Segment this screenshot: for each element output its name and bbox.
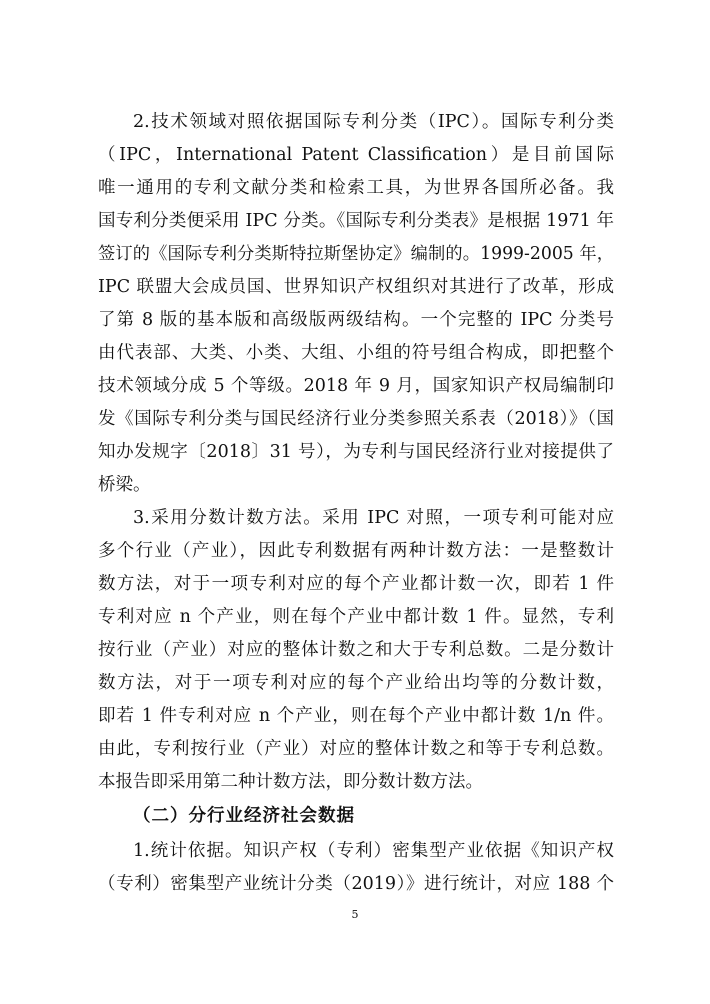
paragraph-ipc-line: IPC 联盟大会成员国、世界知识产权组织对其进行了改革，形成	[98, 277, 614, 297]
paragraph-ipc-line: （IPC，International Patent Classification）是目前国际	[98, 145, 614, 165]
paragraph-counting-line: 数方法，对于一项专利对应的每个产业都计数一次，即若 1 件	[98, 574, 614, 594]
paragraph-counting-line: 按行业（产业）对应的整体计数之和大于专利总数。二是分数计	[98, 640, 614, 660]
page-number: 5	[351, 908, 359, 921]
paragraph-counting-line: 数方法，对于一项专利对应的每个产业给出均等的分数计数，	[98, 673, 614, 693]
paragraph-ipc-line: 由代表部、大类、小类、大组、小组的符号组合构成，即把整个	[98, 343, 614, 363]
paragraph-ipc-line: 桥梁。	[98, 475, 151, 495]
paragraph-counting-line: 多个行业（产业），因此专利数据有两种计数方法：一是整数计	[98, 541, 614, 561]
paragraph-ipc-line: 发《国际专利分类与国民经济行业分类参照关系表（2018）》（国	[98, 409, 614, 429]
section-heading: （二）分行业经济社会数据	[133, 806, 355, 826]
paragraph-ipc-line: 技术领域分成 5 个等级。2018 年 9 月，国家知识产权局编制印	[98, 376, 614, 396]
paragraph-counting-line: 本报告即采用第二种计数方法，即分数计数方法。	[98, 772, 483, 792]
paragraph-ipc-line: 了第 8 版的基本版和高级版两级结构。一个完整的 IPC 分类号	[98, 310, 614, 330]
paragraph-ipc-line: 知办发规字〔2018〕31 号），为专利与国民经济行业对接提供了	[98, 442, 614, 462]
paragraph-ipc-line: 2.技术领域对照依据国际专利分类（IPC）。国际专利分类	[133, 112, 614, 132]
paragraph-ipc-line: 签订的《国际专利分类斯特拉斯堡协定》编制的。1999-2005 年，	[98, 244, 614, 264]
paragraph-counting-line: 即若 1 件专利对应 n 个产业，则在每个产业中都计数 1/n 件。	[98, 706, 614, 726]
paragraph-ipc-line: 唯一通用的专利文献分类和检索工具，为世界各国所必备。我	[98, 178, 614, 198]
paragraph-statistics-line: 1.统计依据。知识产权（专利）密集型产业依据《知识产权	[133, 841, 614, 861]
paragraph-ipc-line: 国专利分类便采用 IPC 分类。《国际专利分类表》是根据 1971 年	[98, 211, 614, 231]
paragraph-counting-line: 由此，专利按行业（产业）对应的整体计数之和等于专利总数。	[98, 739, 614, 759]
paragraph-statistics-line: （专利）密集型产业统计分类（2019）》进行统计，对应 188 个	[98, 874, 614, 894]
paragraph-counting-line: 专利对应 n 个产业，则在每个产业中都计数 1 件。显然，专利	[98, 607, 614, 627]
paragraph-counting-line: 3.采用分数计数方法。采用 IPC 对照，一项专利可能对应	[133, 508, 614, 528]
